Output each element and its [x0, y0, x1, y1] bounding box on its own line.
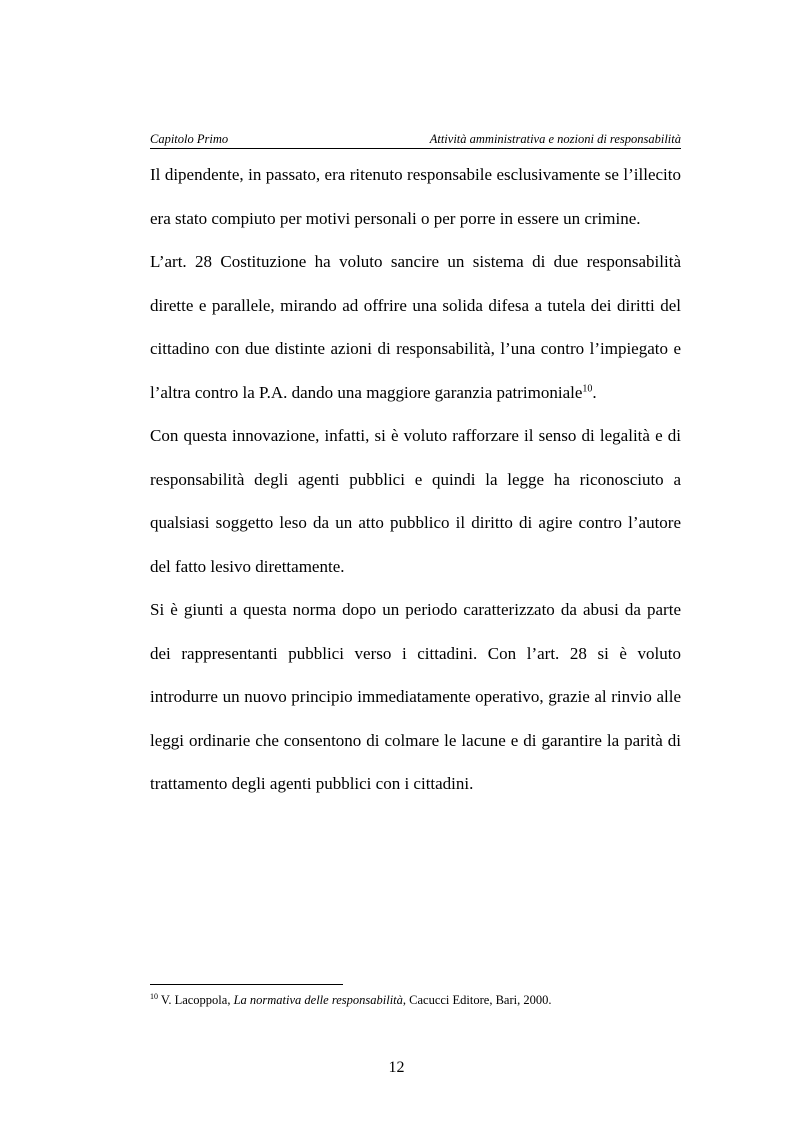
footnote-number: 10: [150, 991, 158, 1001]
footnote-title: La normativa delle responsabilità: [233, 993, 403, 1007]
footnote-separator: [150, 984, 343, 985]
paragraph-2-end: .: [592, 382, 597, 402]
paragraph-3: Con questa innovazione, infatti, si è voluto rafforzare il senso di legalità e di responsabilità degli agenti pubblici e quindi la legge ha riconosciuto a qualsiasi soggetto leso da un atto pubblico il diritto di agire contro l’autore del fatto lesivo direttamente.: [150, 426, 681, 576]
header-section-title: Attività amministrativa e nozioni di responsabilità: [429, 132, 681, 146]
body-text: [150, 153, 681, 806]
paragraph-1: Il dipendente, in passato, era ritenuto responsabile esclusivamente se l’illecito era stato compiuto per motivi personali o per porre in essere un crimine.: [150, 165, 681, 228]
paragraph-2-text: L’art. 28 Costituzione ha voluto sancire un sistema di due responsabilità dirette e parallele, mirando ad offrire una solida difesa a tutela dei diritti del cittadino con due distinte azioni di responsabilità, l’una contro l’impiegato e l’altra contro la P.A. dando una maggiore garanzia patrimoniale: [150, 252, 681, 402]
paragraph-4: Si è giunti a questa norma dopo un periodo caratterizzato da abusi da parte dei rappresentanti pubblici verso i cittadini. Con l’art. 28 si è voluto introdurre un nuovo principio immediatamente operativo, grazie al rinvio alle leggi ordinarie che consentono di colmare le lacune e di garantire la parità di trattamento degli agenti pubblici con i cittadini.: [150, 600, 681, 793]
footnote: [150, 992, 681, 1008]
header-chapter: Capitolo Primo: [150, 132, 229, 146]
running-header: [150, 131, 681, 149]
footnote-author: V. Lacoppola,: [158, 993, 234, 1007]
footnote-publisher: , Cacucci Editore, Bari, 2000.: [402, 993, 552, 1007]
paragraph-2: [150, 240, 681, 414]
footnote-reference[interactable]: 10: [582, 382, 593, 394]
page-number: 12: [388, 1059, 405, 1076]
